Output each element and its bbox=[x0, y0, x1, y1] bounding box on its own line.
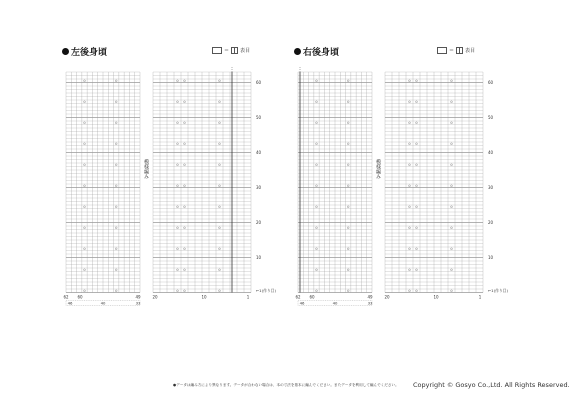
stitch-mark bbox=[177, 227, 179, 229]
stitch-mark bbox=[451, 164, 453, 166]
stitch-mark bbox=[451, 143, 453, 145]
stitch-mark bbox=[184, 164, 186, 166]
stitch-mark bbox=[219, 269, 221, 271]
center-label: 模様編み bbox=[375, 159, 381, 179]
stitch-mark bbox=[451, 269, 453, 271]
row-number: 40 bbox=[256, 150, 262, 155]
stitch-mark bbox=[316, 185, 318, 187]
stitch-mark bbox=[409, 101, 411, 103]
stitch-mark bbox=[316, 164, 318, 166]
under-column-number: 33 bbox=[367, 300, 373, 306]
stitch-mark bbox=[219, 122, 221, 124]
under-column-number: 40 bbox=[100, 300, 106, 306]
legend-label-left: 表目 bbox=[240, 48, 251, 54]
stitch-mark bbox=[219, 164, 221, 166]
column-number: 62 bbox=[295, 294, 301, 300]
stitch-mark bbox=[84, 206, 86, 208]
stitch-mark bbox=[416, 164, 418, 166]
stitch-mark bbox=[219, 101, 221, 103]
legend-eq-right: ＝ bbox=[449, 48, 455, 54]
grid-lines bbox=[298, 67, 483, 293]
stitch-mark bbox=[416, 269, 418, 271]
stitch-mark bbox=[177, 101, 179, 103]
stitch-mark bbox=[451, 101, 453, 103]
bottom-marker: ←1(作り目) bbox=[488, 288, 508, 293]
stitch-mark bbox=[177, 206, 179, 208]
stitch-mark bbox=[84, 101, 86, 103]
stitch-mark bbox=[316, 248, 318, 250]
chart-title-left bbox=[62, 45, 107, 58]
stitch-mark bbox=[316, 269, 318, 271]
stitch-mark bbox=[84, 164, 86, 166]
under-column-number: 46 bbox=[67, 300, 73, 306]
legend-eq-left: ＝ bbox=[224, 48, 230, 54]
stitch-mark bbox=[177, 290, 179, 292]
stitch-mark bbox=[219, 227, 221, 229]
stitch-mark bbox=[219, 185, 221, 187]
stitch-mark bbox=[115, 122, 117, 124]
stitch-mark bbox=[115, 206, 117, 208]
stitch-mark bbox=[184, 101, 186, 103]
stitch-mark bbox=[416, 143, 418, 145]
stitch-mark bbox=[416, 122, 418, 124]
stitch-mark bbox=[451, 248, 453, 250]
stitch-mark bbox=[177, 164, 179, 166]
stitch-mark bbox=[416, 101, 418, 103]
copyright: Copyright © Gosyo Co.,Ltd. All Rights Reserved. bbox=[413, 381, 570, 389]
stitch-mark bbox=[409, 122, 411, 124]
stitch-mark bbox=[409, 143, 411, 145]
stitch-mark bbox=[115, 290, 117, 292]
legend-right bbox=[437, 47, 475, 54]
stitch-mark bbox=[347, 122, 349, 124]
stitch-mark bbox=[84, 290, 86, 292]
under-column-number: 46 bbox=[299, 300, 305, 306]
bullet-icon bbox=[62, 48, 69, 55]
stitch-mark bbox=[347, 206, 349, 208]
chart-title-right-text: 右後身頃 bbox=[303, 48, 340, 58]
stitch-mark bbox=[177, 248, 179, 250]
stitch-mark bbox=[347, 248, 349, 250]
grid-lines bbox=[66, 67, 251, 293]
column-number: 62 bbox=[63, 294, 69, 300]
stitch-mark bbox=[316, 290, 318, 292]
blank-cell-icon bbox=[212, 47, 222, 54]
stitch-mark bbox=[347, 290, 349, 292]
stitch-mark bbox=[84, 269, 86, 271]
stitch-mark bbox=[184, 227, 186, 229]
stitch-mark bbox=[184, 269, 186, 271]
row-number: 60 bbox=[488, 80, 494, 85]
stitch-mark bbox=[184, 143, 186, 145]
stitch-mark bbox=[416, 290, 418, 292]
stitch-mark bbox=[347, 227, 349, 229]
knit-stitch-icon bbox=[456, 47, 463, 54]
row-number: 50 bbox=[488, 115, 494, 120]
column-number: 10 bbox=[433, 294, 439, 300]
stitch-mark bbox=[416, 206, 418, 208]
stitch-mark bbox=[115, 227, 117, 229]
stitch-mark bbox=[451, 290, 453, 292]
stitch-mark bbox=[84, 248, 86, 250]
stitch-mark bbox=[316, 101, 318, 103]
column-number: 20 bbox=[152, 294, 158, 300]
stitch-mark bbox=[451, 80, 453, 82]
stitch-mark bbox=[84, 185, 86, 187]
stitch-mark bbox=[177, 269, 179, 271]
stitch-mark bbox=[84, 80, 86, 82]
knit-chart-left bbox=[58, 64, 276, 326]
stitch-mark bbox=[347, 164, 349, 166]
stitch-mark bbox=[347, 269, 349, 271]
column-number: 49 bbox=[135, 294, 141, 300]
stitch-mark bbox=[115, 269, 117, 271]
bottom-marker: ←1(作り目) bbox=[256, 288, 276, 293]
stitch-mark bbox=[115, 101, 117, 103]
stitch-mark bbox=[184, 290, 186, 292]
stitch-mark bbox=[219, 80, 221, 82]
column-number: 60 bbox=[77, 294, 83, 300]
stitch-mark bbox=[451, 227, 453, 229]
stitch-mark bbox=[184, 206, 186, 208]
stitch-mark bbox=[416, 248, 418, 250]
stitch-mark bbox=[451, 185, 453, 187]
stitch-mark bbox=[416, 227, 418, 229]
stitch-mark bbox=[177, 185, 179, 187]
stitch-mark bbox=[184, 80, 186, 82]
stitch-mark bbox=[84, 122, 86, 124]
knit-chart-right bbox=[290, 64, 508, 326]
stitch-mark bbox=[115, 80, 117, 82]
blank-cell-icon bbox=[437, 47, 447, 54]
stitch-mark bbox=[184, 185, 186, 187]
stitch-mark bbox=[316, 80, 318, 82]
under-column-number: 40 bbox=[332, 300, 338, 306]
stitch-mark bbox=[115, 143, 117, 145]
stitch-mark bbox=[451, 122, 453, 124]
stitch-mark bbox=[316, 122, 318, 124]
stitch-mark bbox=[416, 185, 418, 187]
footer-note: ●データは編み方により異なります。データが合わない場合は、本の寸法を基本に編んでください。またデータを利用して編んでください。 bbox=[173, 383, 399, 387]
stitch-mark bbox=[316, 206, 318, 208]
stitch-mark bbox=[409, 290, 411, 292]
bullet-icon bbox=[294, 48, 301, 55]
row-number: 20 bbox=[488, 220, 494, 225]
row-number: 40 bbox=[488, 150, 494, 155]
stitch-mark bbox=[347, 185, 349, 187]
stitch-mark bbox=[219, 143, 221, 145]
legend-label-right: 表目 bbox=[465, 48, 476, 54]
column-number: 1 bbox=[478, 294, 482, 300]
knit-stitch-icon bbox=[231, 47, 238, 54]
stitch-mark bbox=[177, 143, 179, 145]
row-number: 30 bbox=[488, 185, 494, 190]
center-label: 模様編み bbox=[143, 159, 149, 179]
stitch-mark bbox=[115, 185, 117, 187]
stitch-mark bbox=[219, 206, 221, 208]
stitch-mark bbox=[177, 80, 179, 82]
stitch-mark bbox=[316, 227, 318, 229]
stitch-mark bbox=[409, 185, 411, 187]
row-number: 10 bbox=[488, 255, 494, 260]
column-number: 49 bbox=[367, 294, 373, 300]
stitch-mark bbox=[347, 80, 349, 82]
stitch-mark bbox=[84, 143, 86, 145]
stitch-mark bbox=[409, 248, 411, 250]
stitch-mark bbox=[409, 80, 411, 82]
stitch-mark bbox=[451, 206, 453, 208]
row-number: 20 bbox=[256, 220, 262, 225]
under-column-number: 33 bbox=[135, 300, 141, 306]
chart-title-left-text: 左後身頃 bbox=[71, 48, 108, 58]
stitch-mark bbox=[409, 164, 411, 166]
stitch-mark bbox=[409, 206, 411, 208]
column-number: 20 bbox=[384, 294, 390, 300]
stitch-mark bbox=[347, 143, 349, 145]
stitch-mark bbox=[316, 143, 318, 145]
row-number: 60 bbox=[256, 80, 262, 85]
column-number: 1 bbox=[246, 294, 250, 300]
row-number: 50 bbox=[256, 115, 262, 120]
stitch-mark bbox=[84, 227, 86, 229]
row-number: 10 bbox=[256, 255, 262, 260]
stitch-mark bbox=[409, 269, 411, 271]
stitch-mark bbox=[347, 101, 349, 103]
stitch-mark bbox=[219, 248, 221, 250]
legend-left bbox=[212, 47, 250, 54]
stitch-mark bbox=[184, 248, 186, 250]
stitch-mark bbox=[416, 80, 418, 82]
stitch-mark bbox=[115, 164, 117, 166]
stitch-mark bbox=[115, 248, 117, 250]
column-number: 60 bbox=[309, 294, 315, 300]
stitch-mark bbox=[409, 227, 411, 229]
column-number: 10 bbox=[201, 294, 207, 300]
stitch-mark bbox=[177, 122, 179, 124]
stitch-mark bbox=[184, 122, 186, 124]
row-number: 30 bbox=[256, 185, 262, 190]
chart-title-right bbox=[294, 45, 339, 58]
stitch-mark bbox=[219, 290, 221, 292]
